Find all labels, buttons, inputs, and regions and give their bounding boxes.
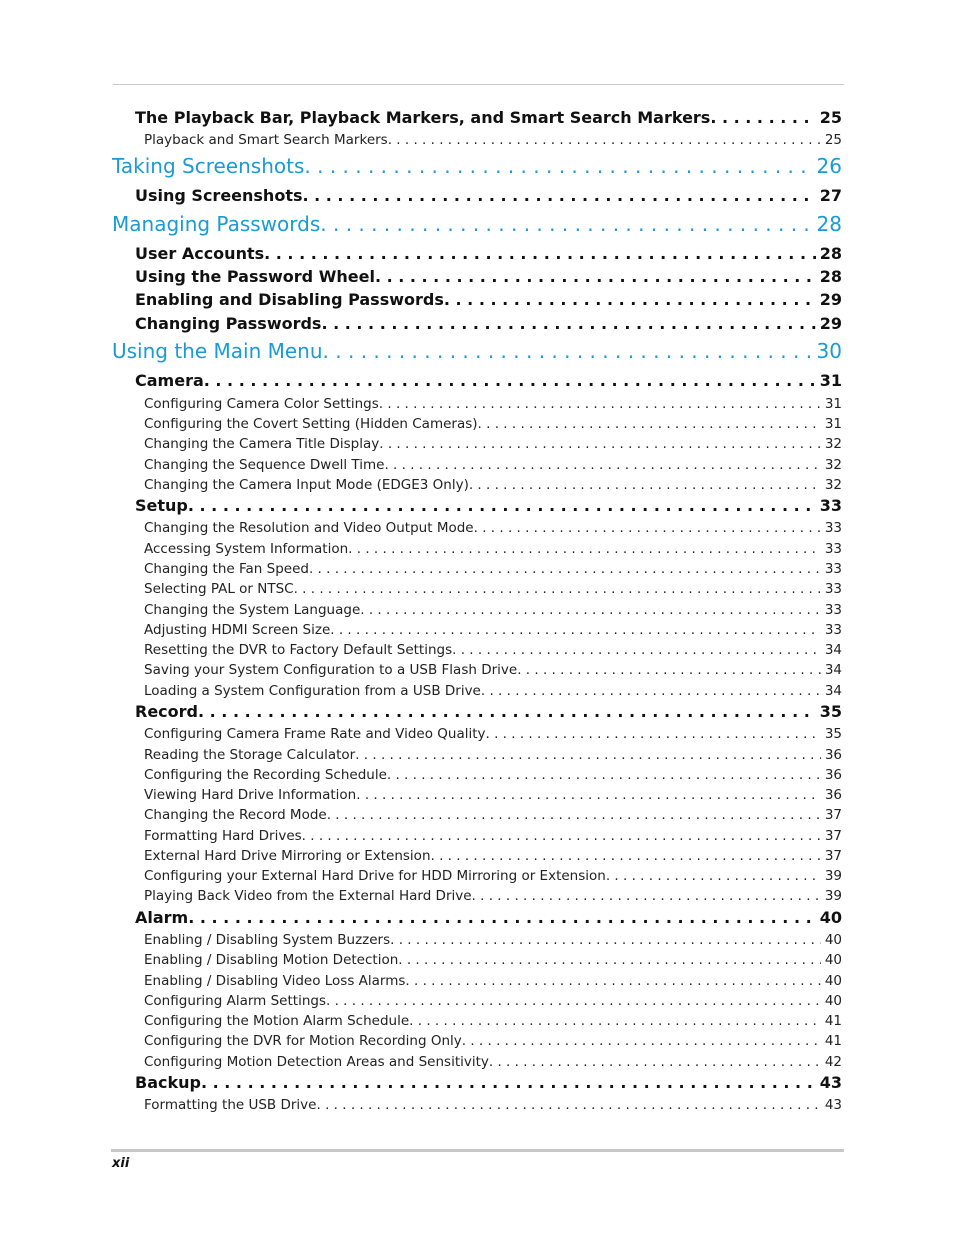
toc-entry[interactable] [135,495,842,517]
toc-leader [330,621,821,639]
toc-entry-page: 34 [824,662,842,678]
toc-entry[interactable] [144,992,842,1010]
toc-leader [355,746,821,764]
toc-leader [302,827,821,845]
toc-entry[interactable] [135,266,842,288]
toc-leader [431,847,821,865]
toc-entry[interactable] [144,972,842,990]
footer-rule [111,1149,844,1152]
toc-leader [452,641,821,659]
toc-leader [481,682,821,700]
toc-entry-page: 39 [824,888,842,904]
toc-leader [188,907,816,929]
toc-chapter-title: Taking Screenshots [112,154,305,178]
toc-entry[interactable] [135,289,842,311]
toc-entry[interactable] [144,641,842,659]
toc-leader [405,972,820,990]
toc-entry[interactable] [144,951,842,969]
toc-entry-title: Playing Back Video from the External Hard Drive [144,888,472,904]
toc-entry-page: 41 [824,1033,842,1049]
toc-leader [472,887,821,905]
toc-entry[interactable] [144,560,842,578]
toc-entry-page: 37 [824,848,842,864]
toc-leader [478,415,821,433]
toc-entry-title: Alarm [135,908,189,927]
toc-entry-title: Enabling / Disabling Video Loss Alarms [144,973,406,989]
toc-leader [360,601,821,619]
toc-entry-title: Changing the System Language [144,602,361,618]
toc-entry-page: 40 [824,932,842,948]
toc-chapter-page: 26 [816,154,842,178]
toc-leader [387,766,821,784]
toc-entry-page: 28 [819,267,842,286]
toc-leader [390,931,821,949]
toc-entry-page: 33 [824,622,842,638]
toc-entry[interactable] [144,1096,842,1114]
toc-entry-page: 43 [824,1097,842,1113]
toc-entry-title: Changing the Camera Input Mode (EDGE3 Only) [144,477,469,493]
toc-entry-title: Selecting PAL or NTSC [144,581,294,597]
toc-entry-page: 32 [824,436,842,452]
toc-entry-page: 40 [824,952,842,968]
toc-leader [309,560,821,578]
toc-entry-title: Formatting the USB Drive [144,1097,317,1113]
toc-entry[interactable] [144,621,842,639]
toc-leader [323,337,813,365]
toc-entry-title: Formatting Hard Drives [144,828,302,844]
toc-leader [409,1012,821,1030]
toc-entry-page: 25 [819,108,842,127]
toc-entry-page: 43 [819,1073,842,1092]
toc-leader [486,725,821,743]
toc-entry-page: 41 [824,1013,842,1029]
toc-entry[interactable] [144,476,842,494]
toc-entry-title: Configuring Camera Color Settings [144,396,379,412]
toc-entry[interactable] [144,1032,842,1050]
toc-entry[interactable] [144,131,842,149]
toc-entry-page: 37 [824,807,842,823]
toc-entry-title: Configuring Camera Frame Rate and Video Quality [144,726,486,742]
toc-leader [517,661,821,679]
toc-entry-page: 27 [819,186,842,205]
toc-entry[interactable] [135,243,842,265]
toc-entry-page: 33 [824,581,842,597]
toc-entry-page: 29 [819,314,842,333]
toc-entry-page: 42 [824,1054,842,1070]
toc-entry-title: Accessing System Information [144,541,349,557]
toc-leader [302,185,815,207]
toc-entry-page: 36 [824,767,842,783]
toc-entry-title: Viewing Hard Drive Information [144,787,357,803]
toc-entry-page: 35 [819,702,842,721]
toc-entry-title: Configuring the Motion Alarm Schedule [144,1013,410,1029]
toc-chapter-title: Using the Main Menu [112,339,323,363]
toc-entry-title: Configuring the DVR for Motion Recording Only [144,1033,462,1049]
toc-entry[interactable] [135,185,842,207]
toc-entry[interactable] [144,435,842,453]
toc-entry-page: 33 [819,496,842,515]
toc-leader [304,152,812,180]
toc-entry-title: Changing Passwords [135,314,322,333]
toc-entry-title: Playback and Smart Search Markers [144,132,388,148]
toc-entry-title: User Accounts [135,244,265,263]
toc-leader [375,266,816,288]
toc-leader [710,107,815,129]
toc-leader [398,951,821,969]
toc-entry-title: Configuring the Covert Setting (Hidden Cameras) [144,416,478,432]
toc-entry[interactable] [135,907,842,929]
toc-entry-title: Saving your System Configuration to a USB Flash Drive [144,662,518,678]
toc-entry-title: Reading the Storage Calculator [144,747,356,763]
toc-entry-title: Changing the Resolution and Video Output Mode [144,520,474,536]
toc-entry[interactable] [144,519,842,537]
toc-entry[interactable] [144,415,842,433]
toc-leader [327,806,821,824]
toc-entry-page: 35 [824,726,842,742]
toc-entry-page: 33 [824,520,842,536]
toc-entry[interactable] [144,887,842,905]
toc-leader [444,289,816,311]
toc-entry[interactable] [135,370,842,392]
toc-entry[interactable] [144,786,842,804]
toc-entry[interactable] [135,1072,842,1094]
toc-entry-page: 31 [824,396,842,412]
toc-leader [474,519,821,537]
toc-entry-page: 31 [819,371,842,390]
toc-leader [320,210,812,238]
toc-leader [462,1032,821,1050]
toc-chapter-title: Managing Passwords [112,212,321,236]
toc-entry[interactable] [144,931,842,949]
toc-chapter-page: 30 [816,339,842,363]
toc-entry-title: Changing the Sequence Dwell Time [144,457,385,473]
toc-entry-title: External Hard Drive Mirroring or Extension [144,848,431,864]
toc-leader [321,313,815,335]
toc-entry-title: Camera [135,371,204,390]
toc-leader [294,580,821,598]
toc-entry-title: Backup [135,1073,201,1092]
toc-entry-page: 28 [819,244,842,263]
toc-entry-title: Enabling / Disabling System Buzzers [144,932,391,948]
toc-entry[interactable] [144,601,842,619]
toc-entry-title: Setup [135,496,188,515]
toc-leader [356,786,821,804]
toc-entry-title: Record [135,702,198,721]
toc-entry[interactable] [135,701,842,723]
toc-entry[interactable] [144,456,842,474]
toc-leader [188,495,816,517]
toc-entry-page: 29 [819,290,842,309]
toc-leader [384,456,820,474]
toc-chapter[interactable] [112,210,842,238]
header-rule [113,84,844,85]
toc-entry-page: 36 [824,747,842,763]
toc-leader [489,1053,821,1071]
toc-entry[interactable] [144,395,842,413]
toc-chapter-page: 28 [816,212,842,236]
toc-entry-page: 31 [824,416,842,432]
toc-entry-title: Configuring your External Hard Drive for HDD Mirroring or Extension [144,868,606,884]
toc-entry-title: Using the Password Wheel [135,267,375,286]
toc-leader [348,540,821,558]
toc-leader [469,476,821,494]
toc-leader [201,1072,816,1094]
toc-entry-title: Enabling and Disabling Passwords [135,290,444,309]
toc-chapter[interactable] [112,337,842,365]
toc-entry-title: Adjusting HDMI Screen Size [144,622,331,638]
toc-leader [388,131,821,149]
toc-leader [316,1096,820,1114]
toc-leader [198,701,816,723]
toc-entry-title: The Playback Bar, Playback Markers, and Smart Search Markers [135,108,711,127]
toc-entry-title: Changing the Record Mode [144,807,327,823]
toc-chapter[interactable] [112,152,842,180]
toc-entry-page: 40 [824,993,842,1009]
page-number: xii [112,1156,130,1171]
toc-entry-page: 40 [824,973,842,989]
toc-entry[interactable] [144,1053,842,1071]
toc-entry-page: 33 [824,541,842,557]
toc-leader [264,243,816,265]
toc-leader [379,395,821,413]
toc-entry[interactable] [144,580,842,598]
toc-entry[interactable] [144,725,842,743]
toc-leader [606,867,821,885]
toc-leader [379,435,821,453]
toc-entry[interactable] [144,847,842,865]
toc-entry[interactable] [144,806,842,824]
toc-entry-title: Changing the Fan Speed [144,561,309,577]
toc-leader [326,992,821,1010]
toc-entry[interactable] [144,540,842,558]
toc-entry-title: Using Screenshots [135,186,303,205]
toc-entry-title: Enabling / Disabling Motion Detection [144,952,399,968]
toc-leader [204,370,816,392]
toc-entry-page: 34 [824,683,842,699]
toc-entry[interactable] [144,682,842,700]
toc-entry[interactable] [144,827,842,845]
toc-entry-page: 32 [824,457,842,473]
toc-entry[interactable] [144,746,842,764]
toc-entry-page: 40 [819,908,842,927]
toc-entry-title: Configuring the Recording Schedule [144,767,387,783]
toc-entry[interactable] [144,867,842,885]
toc-entry[interactable] [144,766,842,784]
toc-entry-page: 33 [824,561,842,577]
toc-entry-page: 39 [824,868,842,884]
toc-entry-title: Resetting the DVR to Factory Default Settings [144,642,453,658]
toc-entry-title: Configuring Motion Detection Areas and Sensitivity [144,1054,489,1070]
toc-entry-page: 37 [824,828,842,844]
toc-entry-title: Changing the Camera Title Display [144,436,380,452]
toc-entry-page: 25 [824,132,842,148]
toc-entry[interactable] [144,1012,842,1030]
toc-entry-page: 36 [824,787,842,803]
toc-entry-title: Configuring Alarm Settings [144,993,326,1009]
toc-entry-page: 34 [824,642,842,658]
toc-entry[interactable] [144,661,842,679]
toc-entry[interactable] [135,107,842,129]
toc-entry-title: Loading a System Configuration from a USB Drive [144,683,481,699]
toc-entry-page: 33 [824,602,842,618]
toc-entry-page: 32 [824,477,842,493]
toc-entry[interactable] [135,313,842,335]
